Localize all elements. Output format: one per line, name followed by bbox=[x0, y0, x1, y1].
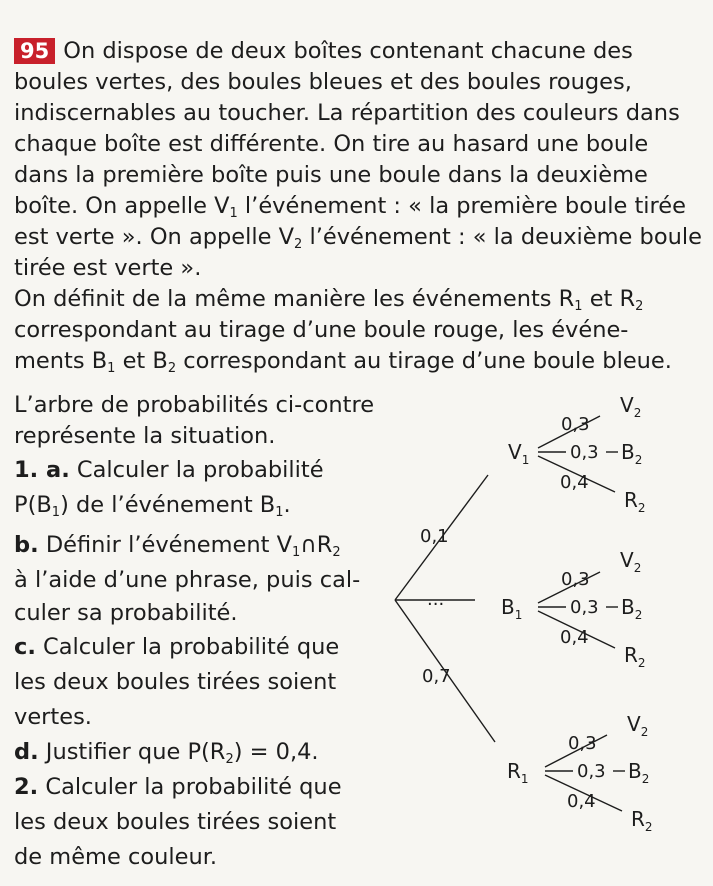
prob-r1-b2: 0,3 bbox=[577, 761, 606, 782]
leaf-b1-r2: $R_2$ bbox=[624, 643, 646, 670]
question-1c: c. Calculer la probabilité que bbox=[14, 634, 340, 660]
node-r1: $R_1$ bbox=[507, 759, 529, 786]
question-1a-line2: $P(B_1)$ de l’événement $B_1$. bbox=[14, 492, 291, 520]
tree-intro-2: représente la situation. bbox=[14, 423, 276, 449]
leaf-r1-r2: $R_2$ bbox=[631, 807, 653, 834]
leaf-r1-b2: $B_2$ bbox=[628, 759, 650, 786]
tree-intro-1: L’arbre de probabilités ci-contre bbox=[14, 392, 375, 418]
leaf-r1-v2: $V_2$ bbox=[627, 712, 649, 739]
prob-r1: 0,7 bbox=[422, 666, 451, 687]
question-1b: b. Définir l’événement $V_1\cap R_2$ bbox=[14, 532, 341, 560]
leaf-v1-r2: $R_2$ bbox=[624, 488, 646, 515]
intro-line-5: dans la première boîte puis une boule dans la deuxième bbox=[14, 162, 648, 188]
node-b1: $B_1$ bbox=[501, 595, 523, 622]
r-definition: On définit de la même manière les événements $R_1$ et $R_2$ bbox=[14, 286, 644, 314]
question-1c-line2: les deux boules tirées soient bbox=[14, 669, 337, 695]
prob-v1-b2: 0,3 bbox=[570, 442, 599, 463]
question-1c-line3: vertes. bbox=[14, 704, 92, 730]
prob-b1-r2: 0,4 bbox=[560, 627, 589, 648]
question-2-line2: les deux boules tirées soient bbox=[14, 809, 337, 835]
prob-b1-b2: 0,3 bbox=[570, 597, 599, 618]
b-definition: ments $B_1$ et $B_2$ correspondant au tirage d’une boule bleue. bbox=[14, 348, 672, 376]
intro-line-1: 95 On dispose de deux boîtes contenant chacune des bbox=[14, 36, 633, 67]
leaf-v1-b2: $B_2$ bbox=[621, 440, 643, 467]
prob-b1-v2: 0,3 bbox=[561, 569, 590, 590]
leaf-v1-v2: $V_2$ bbox=[620, 393, 642, 420]
question-1a: 1. a. Calculer la probabilité bbox=[14, 457, 324, 483]
prob-r1-v2: 0,3 bbox=[568, 733, 597, 754]
question-1b-line3: culer sa probabilité. bbox=[14, 600, 238, 626]
node-v1: $V_1$ bbox=[508, 440, 530, 467]
leaf-b1-v2: $V_2$ bbox=[620, 548, 642, 575]
r-definition-2: correspondant au tirage d’une boule rouge, les événe- bbox=[14, 317, 629, 343]
leaf-b1-b2: $B_2$ bbox=[621, 595, 643, 622]
exercise-number-badge: 95 bbox=[14, 38, 55, 64]
question-1d: d. Justifier que $P(R_2) = 0,4$. bbox=[14, 739, 319, 767]
intro-line-4: chaque boîte est différente. On tire au hasard une boule bbox=[14, 131, 649, 157]
question-1b-line2: à l’aide d’une phrase, puis cal- bbox=[14, 567, 361, 593]
prob-v1: 0,1 bbox=[420, 526, 449, 547]
question-2-line3: de même couleur. bbox=[14, 844, 218, 870]
prob-r1-r2: 0,4 bbox=[567, 791, 596, 812]
v2-definition-end: tirée est verte ». bbox=[14, 255, 202, 281]
v1-definition: boîte. On appelle $V_1$ l’événement : « la première boule tirée bbox=[14, 193, 686, 221]
prob-b1: ... bbox=[427, 589, 445, 610]
intro-line-2: boules vertes, des boules bleues et des boules rouges, bbox=[14, 69, 632, 95]
prob-v1-r2: 0,4 bbox=[560, 472, 589, 493]
question-2: 2. Calculer la probabilité que bbox=[14, 774, 342, 800]
prob-v1-v2: 0,3 bbox=[561, 414, 590, 435]
intro-line-3: indiscernables au toucher. La répartition des couleurs dans bbox=[14, 100, 680, 126]
v2-definition: est verte ». On appelle $V_2$ l’événement : « la deuxième boule bbox=[14, 224, 702, 252]
